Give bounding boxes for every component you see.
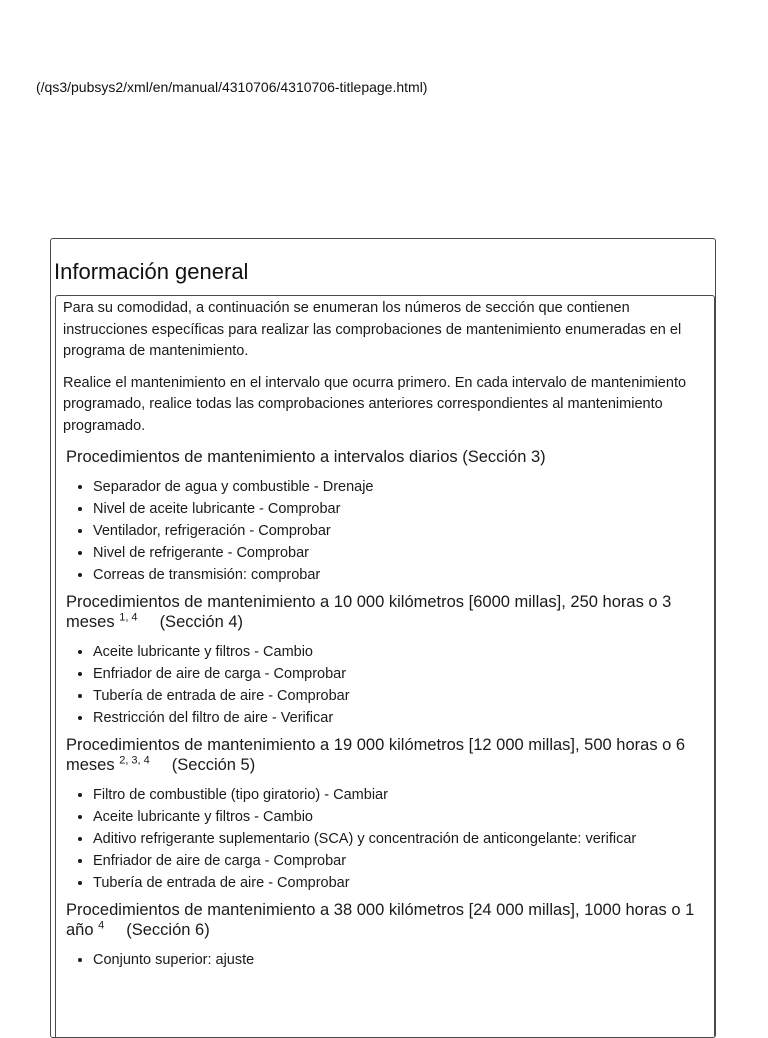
section-heading-daily: Procedimientos de mantenimiento a intervalos diarios (Sección 3): [66, 448, 546, 466]
list-item: • Enfriador de aire de carga - Comprobar: [93, 850, 708, 872]
panel-title: Información general: [54, 259, 249, 284]
section-list-19000km: [63, 784, 708, 894]
list-item: • Filtro de combustible (tipo giratorio) - Cambiar: [93, 784, 708, 806]
list-item: • Enfriador de aire de carga - Comprobar: [93, 663, 708, 685]
titlepage-path-link[interactable]: (/qs3/pubsys2/xml/en/manual/4310706/4310706-titlepage.html): [36, 79, 428, 95]
list-item: • Ventilador, refrigeración - Comprobar: [93, 520, 708, 542]
section-ref: (Sección 5): [171, 756, 256, 774]
section-ref: (Sección 6): [126, 921, 210, 939]
panel-content: [55, 295, 715, 1038]
list-item: • Restricción del filtro de aire - Verificar: [93, 707, 708, 729]
footnote-refs: 1, 4: [119, 611, 138, 624]
section-list-10000km: [63, 641, 708, 729]
footnote-refs: 4: [98, 919, 105, 932]
list-item: • Tubería de entrada de aire - Comprobar: [93, 685, 708, 707]
section-heading-38000km: Procedimientos de mantenimiento a 38 000 kilómetros [24 000 millas], 1000 horas o 1 año $^4$ (Sección 6): [66, 900, 695, 939]
section-list-daily: [63, 476, 708, 586]
general-info-panel: [50, 238, 716, 1038]
list-item: • Aceite lubricante y filtros - Cambio: [93, 641, 708, 663]
list-item: • Aditivo refrigerante suplementario (SCA) y concentración de anticongelante: verificar: [93, 828, 708, 850]
list-item: • Nivel de refrigerante - Comprobar: [93, 542, 708, 564]
section-heading-19000km: Procedimientos de mantenimiento a 19 000 kilómetros [12 000 millas], 500 horas o 6 meses $^{2, 3, 4}$ (Sección 5): [66, 735, 686, 774]
list-item: • Aceite lubricante y filtros - Cambio: [93, 806, 708, 828]
intro-paragraph-1: Para su comodidad, a continuación se enumeran los números de sección que contienen instrucciones específicas para realizar las comprobaciones de mantenimiento enumeradas en el programa de mantenimiento.: [63, 300, 682, 359]
list-item: • Conjunto superior: ajuste: [93, 949, 708, 971]
intro-paragraph-2: Realice el mantenimiento en el intervalo que ocurra primero. En cada intervalo de mantenimiento programado, realice todas las comprobaciones anteriores correspondientes al mantenimiento programado.: [63, 374, 687, 434]
section-heading-10000km: Procedimientos de mantenimiento a 10 000 kilómetros [6000 millas], 250 horas o 3 meses $^{1, 4}$ (Sección 4): [66, 592, 672, 631]
list-item: • Tubería de entrada de aire - Comprobar: [93, 872, 708, 894]
section-ref: (Sección 4): [159, 613, 244, 631]
footnote-refs: 2, 3, 4: [119, 754, 150, 767]
section-list-38000km: [63, 949, 708, 971]
list-item: • Correas de transmisión: comprobar: [93, 564, 708, 586]
list-item: • Nivel de aceite lubricante - Comprobar: [93, 498, 708, 520]
list-item: • Separador de agua y combustible - Drenaje: [93, 476, 708, 498]
